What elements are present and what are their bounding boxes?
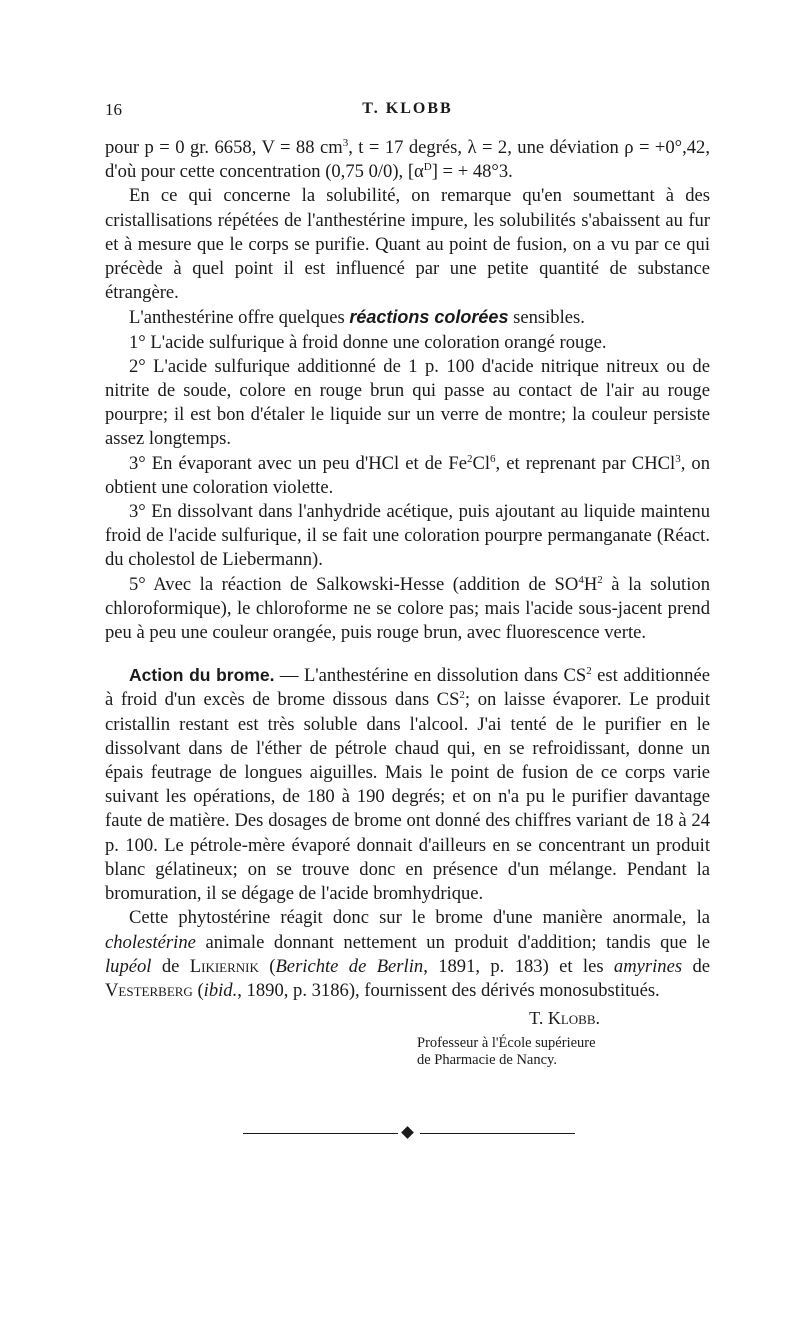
ornament-rule-left (243, 1133, 398, 1134)
paragraph-color-reactions-intro: L'anthestérine offre quelques réactions colorées sensibles. (129, 307, 585, 329)
body-text (105, 136, 710, 1069)
running-head: T. KLOBB (362, 100, 453, 117)
reaction-item-1: 1° L'acide sulfurique à froid donne une coloration orangé rouge. (129, 331, 607, 353)
reaction-item-5: 5° Avec la réaction de Salkowski-Hesse (addition de $SO^4H^2$ à la solution chloroformique), le chloroforme ne se colore pas; mais l'acide sous-jacent prend peu à peu une couleur orangée, puis rouge brun, avec fluorescence verte. (105, 573, 710, 644)
author-affiliation (417, 1035, 710, 1069)
paragraph-conclusion: Cette phytostérine réagit donc sur le brome d'une manière anormale, la cholestérine animale donnant nettement un produit d'addition; tandis que le lupéol de Likiernik (Berichte de Berlin, 1891, p. 183) et les amyrines de Vesterberg (ibid., 1890, p. 3186), fournissent des dérivés monosubstitués. (105, 907, 711, 1001)
diamond-icon (401, 1126, 414, 1139)
paragraph-bromine-action: Action du brome. — L'anthestérine en dissolution dans $CS^2$ est additionnée à froid d'un excès de brome dissous dans $CS^2$; on laisse évaporer. Le produit cristallin restant est très soluble dans l'alcool. J'ai tenté de le purifier en le dissolvant dans de l'éther de pétrole chaud qui, en se refroidissant, donne un épais feutrage de longues aiguilles. Mais le point de fusion de ce corps varie suivant les opérations, de 180 à 190 degrés; et on n'a pu le purifier davantage faute de matière. Des dosages de brome ont donné des chiffres variant de 18 à 24 p. 100. Le pétrole-mère évaporé donnait d'ailleurs en se concentrant un produit blanc gélatineux; on se trouve donc en présence d'un mélange. Pendant la bromuration, il se dégage de l'acide bromhydrique. (105, 665, 710, 905)
section-heading-bromine: Action du brome. (129, 665, 275, 686)
reaction-item-3b: 3° En dissolvant dans l'anhydride acétique, puis ajoutant au liquide maintenu froid de l'acide sulfurique, il se fait une coloration pourpre permanganate (Réact. du cholestol de Liebermann). (105, 501, 710, 571)
affiliation-line-2: de Pharmacie de Nancy. (417, 1052, 557, 1069)
affiliation-line-1: Professeur à l'École supérieure (417, 1035, 596, 1052)
paragraph-solubility: En ce qui concerne la solubilité, on remarque qu'en soumettant à des cristallisations répétées de l'anthestérine impure, les solubilités s'abaissent au fur et à mesure que le corps se purifie. Quant au point de fusion, on a vu par ce qui précède à quel point il est influencé par une petite quantité de substance étrangère. (105, 185, 710, 304)
reaction-item-3a: 3° En évaporant avec un peu d'HCl et de Fe$^2$Cl$^6$, et reprenant par CHCl$^3$, on obtient une coloration violette. (105, 452, 711, 498)
page-header (105, 100, 710, 128)
page-number: 16 (105, 100, 122, 119)
reaction-item-2: 2° L'acide sulfurique additionné de 1 p. 100 d'acide nitrique nitreux ou de nitrite de soude, colore en rouge brun qui passe au contact de l'air au rouge pourpre; il est bon d'étaler le liquide sur un verre de montre; la couleur persiste assez longtemps. (105, 355, 710, 450)
paragraph-measurement: pour p = 0 gr. 6658, V = 88 $cm^3$, t = 17 degrés, λ = 2, une déviation ρ = +0°,42, d'où pour cette concentration (0,75 0/0), $[\alpha^D]$ = + 48°3. (105, 136, 711, 183)
section-end-ornament (243, 1127, 575, 1141)
ornament-rule-right (420, 1133, 575, 1134)
bold-term-color-reactions: réactions colorées (349, 307, 509, 328)
author-signature: T. Klobb. (529, 1008, 600, 1029)
